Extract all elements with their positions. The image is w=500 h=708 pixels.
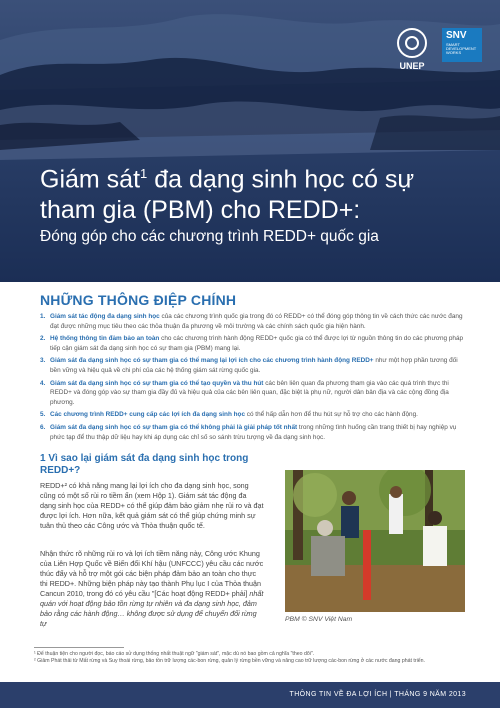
title-part1: Giám sát: [40, 165, 141, 194]
footnotes: [34, 647, 474, 665]
snv-logo: [442, 28, 482, 62]
field-photo: [285, 470, 465, 612]
key-messages-heading: NHỮNG THÔNG ĐIỆP CHÍNH: [40, 292, 237, 308]
item-bold: Giám sát đa dạng sinh học có sự tham gia có thể mang lại lợi ích cho các chương trình hành động REDD+: [50, 357, 374, 365]
section-1-paragraph-1: REDD+² có khả năng mang lại lợi ích cho đa dạng sinh học, song cũng có một số rủi ro tiềm ẩn (xem Hộp 1). Giám sát tác động đa dạng sinh học của REDD+ có thể giúp đảm bảo giảm nhẹ rủi ro và đạt được lợi ích. Hơn nữa, kết quả giám sát có thể giúp chứng minh sự tuân thủ theo các Công ước và Thỏa thuận quốc tế.: [40, 481, 264, 530]
key-message-item: [40, 410, 468, 420]
unep-logo: [392, 28, 432, 71]
un-emblem-icon: [397, 28, 427, 58]
key-message-item: [40, 379, 468, 408]
item-number: 3.: [40, 357, 46, 365]
item-text: cho các chương trình hành động REDD+ quốc gia có thể được lợi từ nguồn thông tin do các phương pháp tiếp cận giám sát đa dạng sinh học có sự tham gia (PBM) mang lại.: [50, 335, 464, 352]
title-part2: đa dạng sinh học có sự tham gia (PBM) cho REDD+:: [40, 165, 415, 225]
footnote-2: ² Giảm Phát thải từ Mất rừng và Suy thoái rừng, bảo tồn trữ lượng các-bon rừng, quản lý rừng bền vững và nâng cao trữ lượng các-bon rừng ở các nước đang phát triển.: [34, 658, 425, 665]
key-messages-list: [40, 312, 468, 445]
snv-logo-text: SNV: [446, 30, 467, 41]
partner-logos: [392, 28, 482, 71]
item-text: như một hợp phần tương đối bền vững và hiệu quả về chi phí của các hệ thống giám sát rừng quốc gia.: [50, 357, 458, 374]
snv-logo-tagline: SMART DEVELOPMENT WORKS: [446, 42, 477, 55]
item-text: của các chương trình quốc gia trong đó có REDD+ có thể đóng góp thông tin về cách thức các nước đang đạt được những mục tiêu theo các thỏa thuận đa phương về môi trường và các chính sách quốc gia hiện hành.: [50, 313, 463, 330]
hero-banner: [0, 0, 500, 282]
footer-text: THÔNG TIN VỀ ĐA LỢI ÍCH | THÁNG 9 NĂM 2013: [289, 691, 466, 698]
section-1-heading: 1 Vì sao lại giám sát đa dạng sinh học trong REDD+?: [40, 453, 249, 476]
item-bold: Giám sát đa dạng sinh học có sự tham gia có thể tạo quyền và thu hút: [50, 379, 264, 387]
item-bold: Các chương trình REDD+ cung cấp các lợi ích đa dạng sinh học: [50, 411, 245, 419]
page-title: [40, 158, 460, 226]
footnote-divider: [34, 647, 124, 648]
item-bold: Giám sát đa dạng sinh học có sự tham gia có thể không phải là giải pháp tốt nhất: [50, 423, 298, 431]
title-footnote-mark[interactable]: 1: [140, 166, 148, 181]
key-message-item: [40, 423, 468, 442]
paragraph-2-text: Nhận thức rõ những rủi ro và lợi ích tiềm năng này, Công ước Khung của Liên Hợp Quốc về Biến đổi Khí hậu (UNFCCC) yêu cầu các nước thúc đẩy và hỗ trợ một gói các biện pháp đảm bảo an toàn cho thực thi REDD+. Những biện pháp này tạo thành Phụ lục I của Thỏa thuận Cancun 2010, trong đó có yêu cầu "[Các hoạt động REDD+ phải]: [40, 549, 264, 598]
item-number: 2.: [40, 335, 46, 343]
item-number: 5.: [40, 411, 46, 419]
item-text: các bên liên quan đa phương tham gia vào các quá trình thực thi REDD+ và đóng góp vào sự tham gia đầy đủ và hiệu quả của các bên liên quan, đặc biệt là phụ nữ, người dân bản địa và các cộng đồng địa phương.: [50, 379, 449, 406]
footnote-1: ¹ Để thuận tiện cho người đọc, báo cáo sử dụng thống nhất thuật ngữ "giám sát", mặc dù nó bao gồm cả nghĩa "theo dõi".: [34, 651, 315, 657]
item-bold: Giám sát tác động đa dạng sinh học: [50, 313, 160, 320]
key-message-item: [40, 334, 468, 353]
photo-caption: PBM © SNV Việt Nam: [285, 616, 353, 623]
item-number: 6.: [40, 423, 46, 431]
key-message-item: [40, 312, 468, 331]
unep-logo-text: UNEP: [399, 61, 425, 71]
item-number: 1.: [40, 313, 46, 320]
page-subtitle: Đóng góp cho các chương trình REDD+ quốc gia: [40, 228, 379, 245]
item-number: 4.: [40, 379, 46, 387]
item-text: trong những tình huống cần trang thiết bị hay nghiệp vụ phức tạp để thu thập dữ liệu hay khi áp dụng các chỉ số so sánh trừu tượng về đa dạng sinh học.: [50, 423, 457, 441]
section-1-paragraph-2: [40, 549, 264, 629]
page-footer: [0, 682, 500, 708]
item-text: có thể hấp dẫn hơn để thu hút sự hỗ trợ cho các hành động.: [245, 411, 418, 419]
item-bold: Hệ thống thông tin đảm bảo an toàn: [50, 335, 160, 343]
forest-people-illustration: [285, 470, 465, 612]
key-message-item: [40, 356, 468, 375]
paragraph-2-quote: nhất quán với hoạt động bảo tồn rừng tự nhiên và đa dạng sinh học, đảm bảo rằng các hành động… không được sử dụng để chuyển đổi rừng tự: [40, 589, 264, 628]
